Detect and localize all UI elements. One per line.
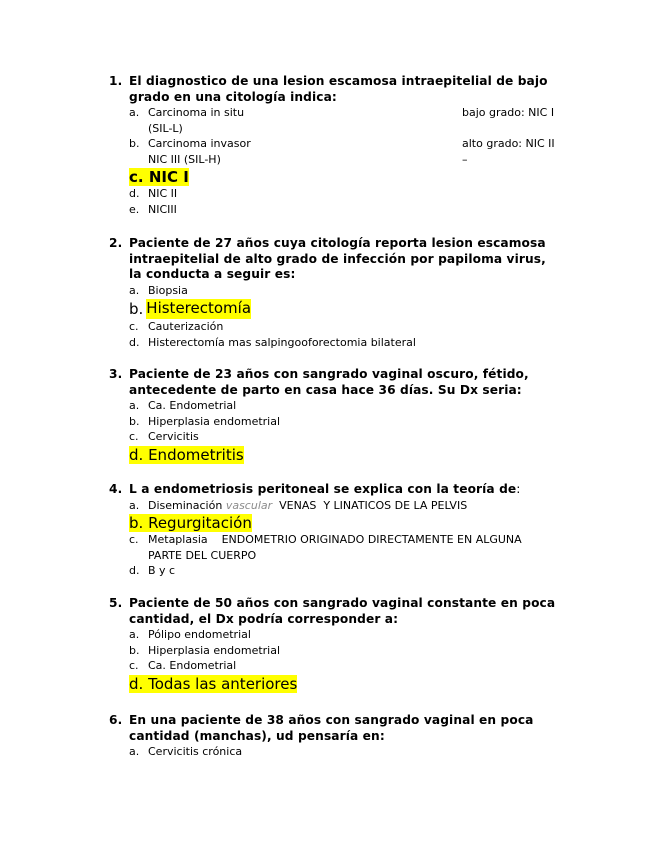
option-note-wrap: NIC III (SIL-H) [148, 152, 221, 166]
option-text: Ca. Endometrial [148, 399, 237, 412]
option-letter: a. [129, 399, 140, 412]
option-letter: c. [129, 168, 144, 186]
question-text: Paciente de 23 años con sangrado vaginal oscuro, fétido, antecedente de parto en casa hace 36 días. Su Dx seria: [129, 367, 529, 397]
option-letter: a. [129, 745, 140, 758]
question-5 [109, 596, 559, 693]
option-text: Ca. Endometrial [148, 659, 237, 672]
option-text: Histerectomía mas salpingooforectomia bilateral [148, 335, 416, 349]
question-number: 1. [109, 74, 123, 88]
question-number: 6. [109, 713, 123, 727]
highlighted-answer [129, 675, 297, 693]
option-letter: b. [129, 137, 140, 150]
option-label: Metaplasia [148, 533, 208, 546]
question-text: El diagnostico de una lesion escamosa intraepitelial de bajo grado en una citología indica: [129, 74, 548, 104]
highlighted-answer [129, 514, 252, 532]
question-number: 5. [109, 596, 123, 610]
option-d-answer [129, 675, 559, 693]
highlighted-answer: Histerectomía [146, 299, 252, 317]
option-label: Diseminación [148, 498, 226, 512]
option-letter: d. [129, 335, 140, 349]
question-text-suffix: : [516, 482, 521, 496]
option-letter: b. [129, 514, 144, 532]
option-letter: c. [129, 320, 139, 333]
option-text: Cauterización [148, 320, 224, 333]
option-letter: b. [129, 643, 140, 657]
option-text: NIC II [148, 187, 178, 200]
option-b [129, 136, 559, 167]
option-a [129, 498, 559, 514]
question-3 [109, 367, 559, 464]
question-stem [109, 713, 559, 744]
option-letter: a. [129, 283, 140, 297]
option-a [129, 105, 559, 136]
option-letter: c. [129, 659, 139, 672]
question-text-body: L a endometriosis peritoneal se explica con la teoría de [129, 482, 517, 496]
option-letter: c. [129, 533, 139, 546]
option-d [129, 186, 559, 202]
option-a [129, 283, 559, 299]
option-text [148, 136, 559, 167]
option-text: Cervicitis crónica [148, 745, 243, 758]
question-number: 3. [109, 367, 123, 381]
option-text: Hiperplasia endometrial [148, 643, 281, 657]
question-text: Paciente de 27 años cuya citología reporta lesion escamosa intraepitelial de alto grado de infección por papiloma virus, la conducta a seguir es: [129, 236, 546, 281]
option-a [129, 627, 559, 643]
question-stem [109, 367, 559, 398]
question-2 [109, 236, 559, 350]
option-b [129, 414, 559, 430]
option-b-answer [129, 514, 559, 532]
option-label: Endometritis [148, 445, 244, 464]
highlighted-answer [129, 168, 189, 186]
option-label: Carcinoma invasor [148, 137, 251, 150]
option-note: VENAS Y LINATICOS DE LA PELVIS [272, 498, 468, 512]
question-stem [109, 596, 559, 627]
question-number: 4. [109, 482, 123, 496]
highlighted-answer [129, 446, 244, 464]
option-letter: a. [129, 106, 140, 119]
option-note: ENDOMETRIO ORIGINADO DIRECTAMENTE EN ALGUNA PARTE DEL CUERPO [148, 533, 526, 562]
option-d-answer [129, 446, 559, 464]
option-letter: c. [129, 430, 139, 443]
option-text: Biopsia [148, 283, 188, 297]
option-letter: a. [129, 628, 140, 641]
question-text: En una paciente de 38 años con sangrado vaginal en poca cantidad (manchas), ud pensaría en: [129, 713, 534, 743]
option-text: B y c [148, 564, 176, 577]
option-c [129, 532, 559, 563]
option-d [129, 335, 559, 351]
option-label: Regurgitación [148, 514, 252, 532]
option-c [129, 429, 559, 445]
option-letter: d. [129, 674, 144, 693]
option-d [129, 563, 559, 579]
question-number: 2. [109, 236, 123, 250]
question-4 [109, 482, 559, 579]
question-text [129, 482, 559, 498]
option-text [148, 498, 559, 514]
option-note: alto grado: NIC II – [462, 137, 555, 166]
option-c-answer [129, 168, 559, 186]
option-text [148, 532, 559, 563]
option-text: Hiperplasia endometrial [148, 414, 281, 428]
question-stem [109, 482, 559, 498]
option-text: NICIII [148, 202, 177, 216]
option-label: Carcinoma in situ [148, 106, 245, 119]
option-letter: b. [129, 300, 144, 318]
option-text: Pólipo endometrial [148, 628, 251, 641]
option-text [148, 105, 559, 136]
option-b [129, 643, 559, 659]
question-stem [109, 236, 559, 283]
option-a [129, 398, 559, 414]
option-a [129, 744, 559, 760]
option-letter: d. [129, 564, 140, 577]
question-text: Paciente de 50 años con sangrado vaginal constante en poca cantidad, el Dx podría corresponder a: [129, 596, 556, 626]
option-letter: b. [129, 414, 140, 428]
option-letter: d. [129, 445, 144, 464]
option-b-answer [129, 299, 559, 319]
question-6 [109, 713, 559, 760]
option-muted-word: vascular [225, 498, 273, 512]
option-c [129, 658, 559, 674]
option-label: Todas las anteriores [148, 674, 298, 693]
option-e [129, 202, 559, 218]
question-1 [109, 74, 559, 217]
option-letter: e. [129, 202, 140, 216]
option-letter: d. [129, 187, 140, 200]
option-letter: a. [129, 498, 140, 512]
option-text: Cervicitis [148, 430, 199, 443]
option-c [129, 319, 559, 335]
question-stem [109, 74, 559, 105]
option-note: bajo grado: NIC I [462, 106, 555, 119]
option-note-wrap: (SIL-L) [148, 121, 183, 135]
option-label: NIC I [148, 168, 189, 186]
